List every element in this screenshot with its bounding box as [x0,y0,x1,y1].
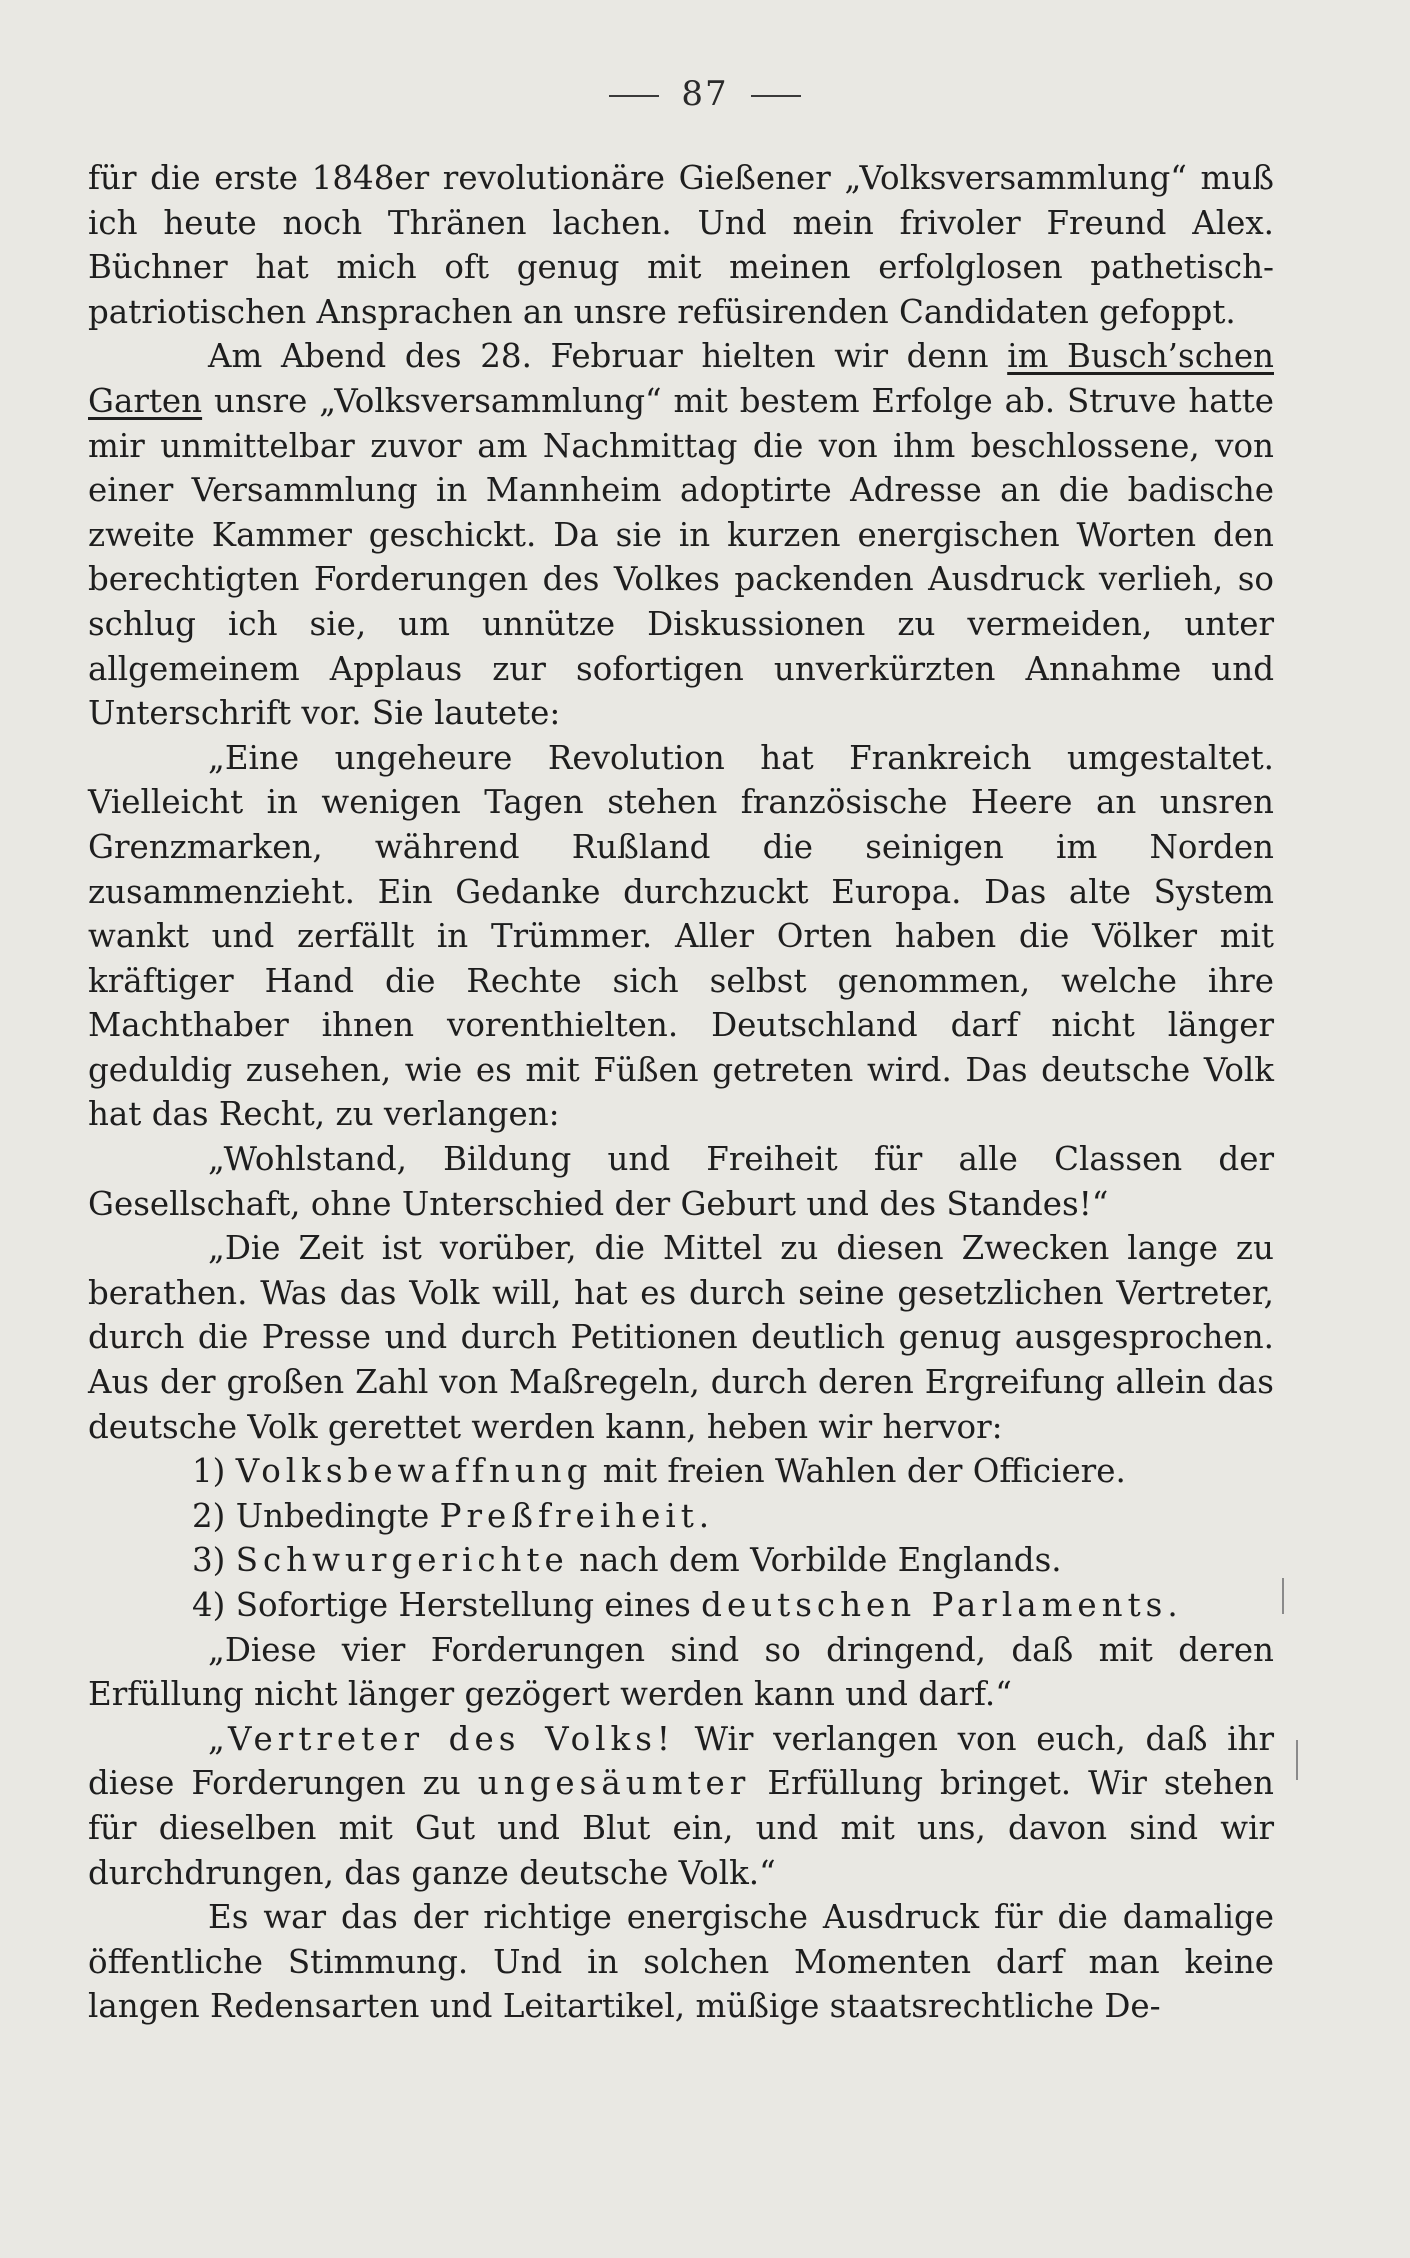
list-item-spaced: Schwurgerichte [235,1541,569,1580]
list-item-number: 2) [192,1496,226,1535]
list-item-pre: Unbedingte [235,1496,440,1535]
list-item-number: 3) [192,1541,226,1580]
paragraph-2 [88,334,1274,735]
paragraph-5: „Die Zeit ist vorüber, die Mittel zu diesen Zwecken lange zu berathen. Was das Volk will, hat es durch seine gesetzlichen Vertreter, durch die Presse und durch Petitionen deutlich genug ausgesprochen. Aus der großen Zahl von Maßregeln, durch deren Ergreifung allein das deutsche Volk gerettet werden kann, heben wir hervor: [88,1229,1274,1446]
list-item-number: 4) [192,1586,226,1624]
paragraph-2-underlined: im Busch’schen Garten [88,337,1274,420]
page-number-value: 87 [681,74,729,114]
page-number-dash-left [609,95,659,97]
paragraph-8: Es war das der richtige energische Ausdruck für die damalige öffentliche Stimmung. Und in solchen Momenten darf man keine langen Redensarten und Leitartikel, müßige staatsrechtliche De- [88,1898,1274,2026]
body-text [88,156,1274,2029]
paragraph-7-spaced-1: „Vertreter des Volks! [208,1719,675,1758]
paragraph-1: für die erste 1848er revolutionäre Gießener „Volksversammlung“ muß ich heute noch Thränen lachen. Und mein frivoler Freund Alex. Büchner hat mich oft genug mit meinen erfolglosen pathetisch-patriotischen Ansprachen an unsre refüsirenden Candidaten gefoppt. [88,159,1274,331]
paragraph-6: „Diese vier Forderungen sind so dringend, daß mit deren Erfüllung nicht länger gezögert werden kann und darf.“ [88,1630,1274,1714]
list-item-pre: Sofortige Herstellung eines [235,1586,702,1624]
list-item-number: 1) [192,1452,226,1491]
page-number [0,74,1410,114]
list-item-rest: mit freien Wahlen der Officiere. [592,1452,1126,1491]
paragraph-7-part-a: Wir verlangen von euch, daß ihr diese Forderungen zu [88,1719,1274,1803]
list-item-spaced: Preßfreiheit [439,1496,699,1535]
paragraph-7-spaced-2: ungesäumter [477,1764,751,1803]
paragraph-3: „Eine ungeheure Revolution hat Frankreich umgestaltet. Vielleicht in wenigen Tagen stehen französische Heere an unsren Grenzmarken, während Rußland die seinigen im Norden zusammenzieht. Ein Gedanke durchzuckt Europa. Das alte System wankt und zerfällt in Trümmer. Aller Orten haben die Völker mit kräftiger Hand die Rechte sich selbst genommen, welche ihre Machthaber ihnen vorenthielten. Deutschland darf nicht länger geduldig zusehen, wie es mit Füßen getreten wird. Das deutsche Volk hat das Recht, zu verlangen: [88,738,1274,1134]
list-item-spaced: deutschen Parlaments [701,1586,1168,1624]
margin-mark-2 [1296,1740,1298,1780]
list-item-spaced: Volksbewaffnung [235,1452,593,1491]
page-number-dash-right [751,95,801,97]
paragraph-7 [88,1717,1274,1895]
paragraph-2-part-b: unsre „Volksversammlung“ mit bestem Erfolge ab. Struve hatte mir unmittelbar zuvor am Nachmittag die von ihm beschlossene, von einer Versammlung in Mannheim adoptirte Adresse an die badische zweite Kammer geschickt. Da sie in kurzen energischen Worten den berechtigten Forderungen des Volkes packenden Ausdruck verlieh, so schlug ich sie, um unnütze Diskussionen zu vermeiden, unter allgemeinem Applaus zur sofortigen unverkürzten Annahme und Unterschrift vor. Sie lautete: [88,381,1274,733]
list-item-3 [88,1538,1274,1583]
paragraph-4: „Wohlstand, Bildung und Freiheit für alle Classen der Gesellschaft, ohne Unterschied der Geburt und des Standes!“ [88,1140,1274,1223]
list-item-2 [88,1494,1274,1539]
list-item-4 [88,1583,1274,1628]
paragraph-7-part-b: Erfüllung bringet. Wir stehen für dieselben mit Gut und Blut ein, und mit uns, davon sind wir durchdrungen, das ganze deutsche Volk.“ [88,1764,1274,1892]
list-item-rest: . [698,1496,710,1535]
list-item-rest: . [1167,1586,1178,1624]
list-item-rest: nach dem Vorbilde Englands. [568,1541,1062,1580]
list-item-1 [88,1449,1274,1494]
margin-mark-1 [1282,1578,1284,1614]
paragraph-2-part-a: Am Abend des 28. Februar hielten wir denn [208,337,1008,376]
